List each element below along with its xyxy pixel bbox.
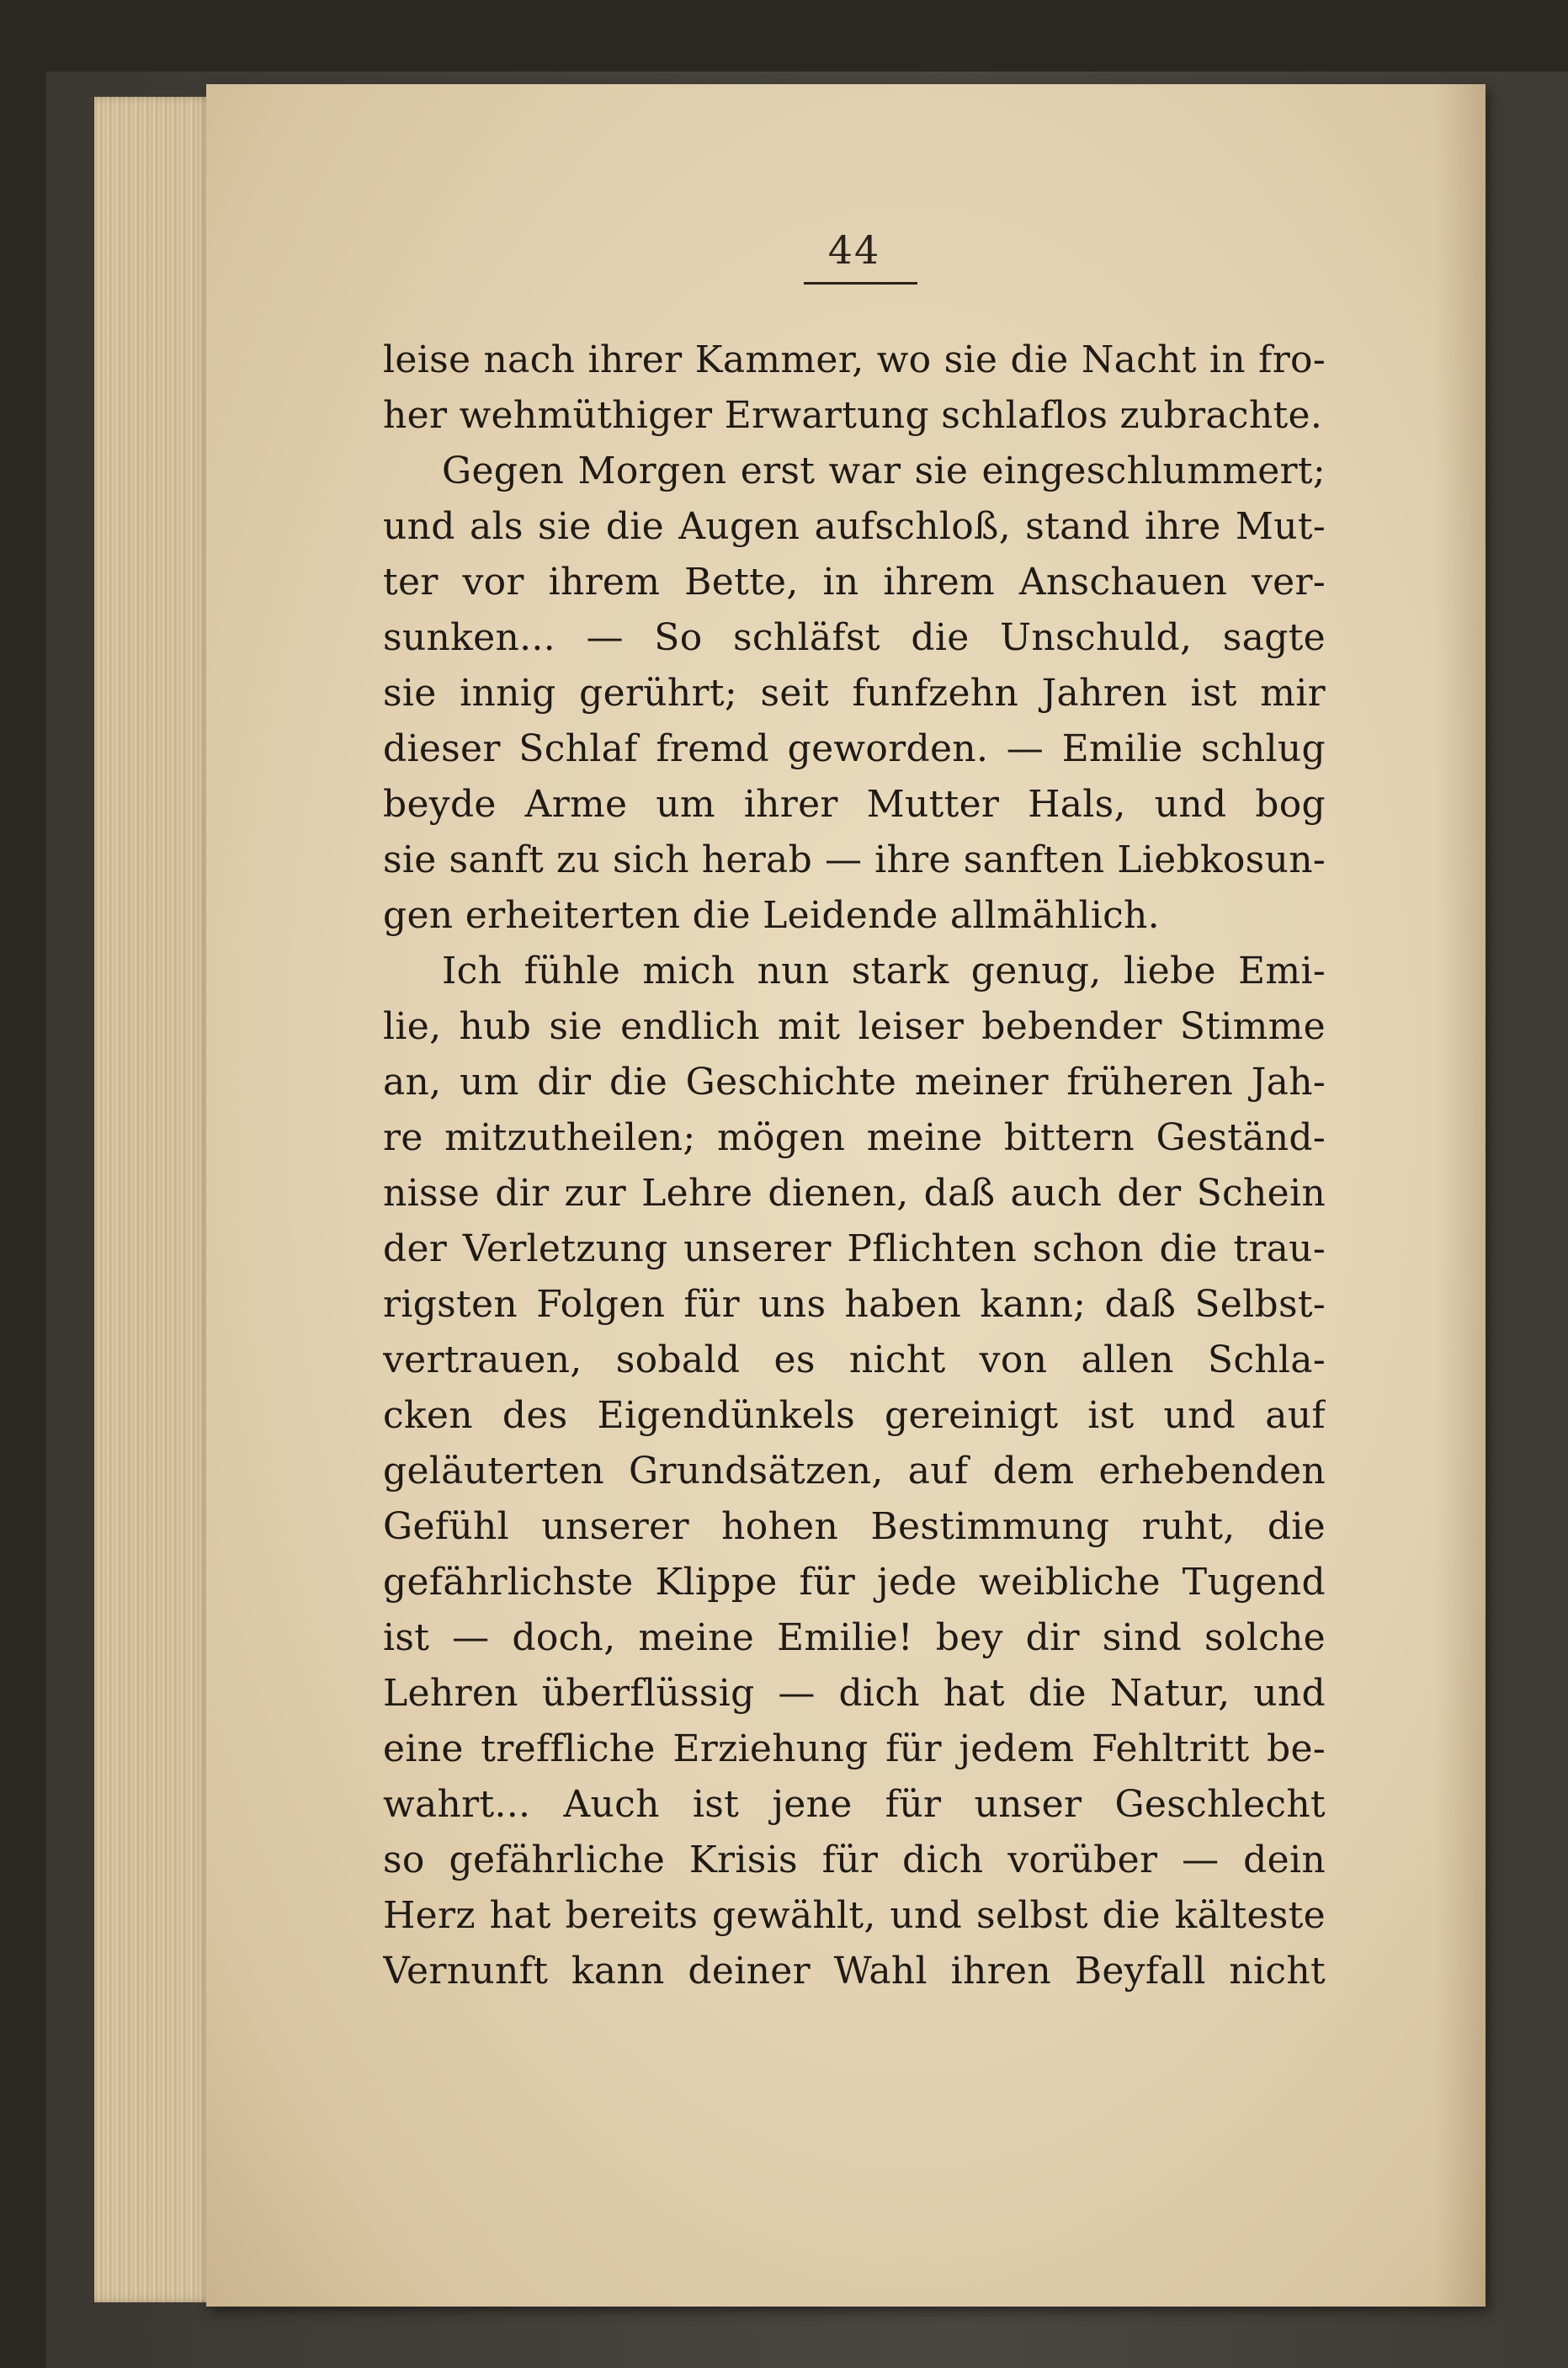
text-line: Vernunft kann deiner Wahl ihren Beyfall nicht <box>383 1950 1326 1993</box>
text-line: re mitzutheilen; mögen meine bittern Geständ- <box>383 1116 1326 1159</box>
text-line: an, um dir die Geschichte meiner früheren Jah- <box>383 1061 1326 1104</box>
text-line: vertrauen, sobald es nicht von allen Schla- <box>383 1338 1326 1381</box>
text-line: der Verletzung unserer Pflichten schon die trau- <box>383 1227 1326 1270</box>
text-line: dieser Schlaf fremd geworden. — Emilie schlug <box>383 727 1326 770</box>
text-line: Gefühl unserer hohen Bestimmung ruht, die <box>383 1505 1326 1548</box>
text-line: Herz hat bereits gewählt, und selbst die kälteste <box>383 1894 1326 1937</box>
text-line: leise nach ihrer Kammer, wo sie die Nacht in fro- <box>383 338 1326 381</box>
text-line: so gefährliche Krisis für dich vorüber — dein <box>383 1839 1326 1881</box>
text-line: cken des Eigendünkels gereinigt ist und auf <box>383 1394 1326 1437</box>
text-line: sunken... — So schläfst die Unschuld, sagte <box>383 616 1326 659</box>
text-line: gen erheiterten die Leidende allmählich. <box>383 894 1160 937</box>
text-line: sie sanft zu sich herab — ihre sanften Liebkosun- <box>383 838 1326 881</box>
page-edges <box>94 97 221 2302</box>
text-line: Gegen Morgen erst war sie eingeschlummert; <box>442 450 1326 492</box>
text-line: gefährlichste Klippe für jede weibliche Tugend <box>383 1561 1326 1604</box>
text-line: ter vor ihrem Bette, in ihrem Anschauen ver- <box>383 561 1326 604</box>
text-line: sie innig gerührt; seit funfzehn Jahren ist mir <box>383 672 1326 715</box>
text-line: ist — doch, meine Emilie! bey dir sind solche <box>383 1616 1326 1659</box>
page-number-rule <box>804 282 917 285</box>
text-line: her wehmüthiger Erwartung schlaflos zubrachte. <box>383 394 1323 437</box>
text-line: und als sie die Augen aufschloß, stand ihre Mut- <box>383 505 1326 548</box>
text-line: nisse dir zur Lehre dienen, daß auch der Schein <box>383 1172 1326 1215</box>
text-line: geläuterten Grundsätzen, auf dem erhebenden <box>383 1450 1326 1493</box>
text-line: lie, hub sie endlich mit leiser bebender Stimme <box>383 1005 1326 1048</box>
text-line: eine treffliche Erziehung für jedem Fehltritt be- <box>383 1727 1326 1770</box>
text-line: rigsten Folgen für uns haben kann; daß Selbst- <box>383 1283 1326 1326</box>
page-number: 44 <box>827 227 881 273</box>
text-line: beyde Arme um ihrer Mutter Hals, und bog <box>383 783 1326 826</box>
text-line: Lehren überflüssig — dich hat die Natur, und <box>383 1672 1326 1715</box>
body-text <box>383 333 1326 1999</box>
text-line: wahrt... Auch ist jene für unser Geschlecht <box>383 1783 1326 1826</box>
text-line: Ich fühle mich nun stark genug, liebe Emi- <box>442 950 1326 992</box>
